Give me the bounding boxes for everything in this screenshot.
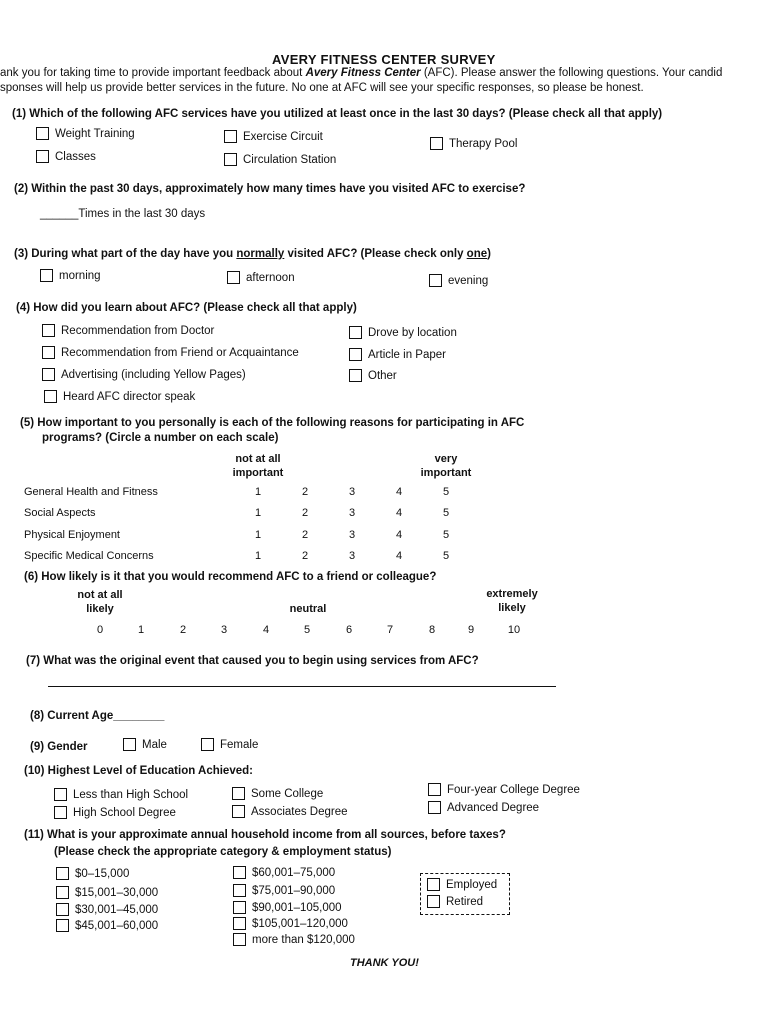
question-11-line-1: (11) What is your approximate annual household income from all sources, before taxes? — [24, 829, 506, 841]
scale-option[interactable]: 4 — [395, 550, 403, 562]
q11-income-option[interactable]: $15,001–30,000 — [56, 886, 158, 899]
checkbox[interactable] — [56, 886, 69, 899]
scale-option[interactable]: 3 — [348, 507, 356, 519]
survey-title: AVERY FITNESS CENTER SURVEY — [272, 52, 496, 67]
q11-income-option[interactable]: $30,001–45,000 — [56, 903, 158, 916]
checkbox[interactable] — [232, 805, 245, 818]
q11-income-option[interactable]: $45,001–60,000 — [56, 919, 158, 932]
q10-option-associates[interactable]: Associates Degree — [232, 805, 348, 818]
q10-option-advanced[interactable]: Advanced Degree — [428, 801, 539, 814]
checkbox[interactable] — [56, 867, 69, 880]
q10-option-four-year[interactable]: Four-year College Degree — [428, 783, 580, 796]
q3-option-morning[interactable]: morning — [40, 269, 101, 282]
q11-option-retired[interactable]: Retired — [427, 895, 483, 908]
scale-option[interactable]: 1 — [137, 624, 145, 636]
question-9: (9) Gender — [30, 741, 88, 753]
question-11-line-2: (Please check the appropriate category & employment status) — [54, 846, 392, 858]
q4-option-friend[interactable]: Recommendation from Friend or Acquaintance — [42, 346, 299, 359]
checkbox[interactable] — [349, 348, 362, 361]
intro-line-2: sponses will help us provide better services in the future. No one at AFC will see your specific responses, so please be honest. — [0, 82, 644, 94]
q4-option-article[interactable]: Article in Paper — [349, 348, 446, 361]
scale-option[interactable]: 3 — [348, 529, 356, 541]
checkbox[interactable] — [54, 806, 67, 819]
scale-option[interactable]: 5 — [442, 529, 450, 541]
q10-option-some-college[interactable]: Some College — [232, 787, 323, 800]
question-8-age-field[interactable]: (8) Current Age________ — [30, 710, 165, 722]
q5-row-label: Physical Enjoyment — [24, 529, 120, 541]
checkbox[interactable] — [428, 801, 441, 814]
q4-option-other[interactable]: Other — [349, 369, 397, 382]
scale-option[interactable]: 2 — [301, 507, 309, 519]
checkbox[interactable] — [36, 150, 49, 163]
q4-option-advertising[interactable]: Advertising (including Yellow Pages) — [42, 368, 246, 381]
q5-row-label: Specific Medical Concerns — [24, 550, 154, 562]
intro-line-1: ank you for taking time to provide important feedback about Avery Fitness Center (AFC). Please answer the following questions. Your candid — [0, 67, 723, 79]
q1-option-therapy-pool[interactable]: Therapy Pool — [430, 137, 517, 150]
checkbox[interactable] — [40, 269, 53, 282]
question-6: (6) How likely is it that you would recommend AFC to a friend or colleague? — [24, 571, 437, 583]
question-2: (2) Within the past 30 days, approximately how many times have you visited AFC to exercise? — [14, 183, 526, 195]
scale-option[interactable]: 10 — [507, 624, 521, 636]
checkbox[interactable] — [54, 788, 67, 801]
scale-option[interactable]: 9 — [467, 624, 475, 636]
q11-option-employed[interactable]: Employed — [427, 878, 497, 891]
q7-answer-line[interactable] — [48, 686, 556, 687]
checkbox[interactable] — [349, 369, 362, 382]
question-4: (4) How did you learn about AFC? (Please check all that apply) — [16, 302, 357, 314]
checkbox[interactable] — [201, 738, 214, 751]
scale-option[interactable]: 5 — [442, 550, 450, 562]
q1-option-exercise-circuit[interactable]: Exercise Circuit — [224, 130, 323, 143]
checkbox[interactable] — [232, 787, 245, 800]
q3-option-evening[interactable]: evening — [429, 274, 488, 287]
scale-option[interactable]: 4 — [262, 624, 270, 636]
scale-option[interactable]: 1 — [254, 486, 262, 498]
checkbox[interactable] — [224, 130, 237, 143]
checkbox[interactable] — [42, 324, 55, 337]
q10-option-less-than-hs[interactable]: Less than High School — [54, 788, 188, 801]
checkbox[interactable] — [36, 127, 49, 140]
q1-option-circulation-station[interactable]: Circulation Station — [224, 153, 336, 166]
question-3: (3) During what part of the day have you normally visited AFC? (Please check only one) — [14, 248, 491, 260]
checkbox[interactable] — [430, 137, 443, 150]
checkbox[interactable] — [233, 884, 246, 897]
q5-high-anchor: very important — [420, 453, 472, 479]
q4-option-doctor[interactable]: Recommendation from Doctor — [42, 324, 214, 337]
scale-option[interactable]: 3 — [348, 550, 356, 562]
scale-option[interactable]: 7 — [386, 624, 394, 636]
thank-you-text: THANK YOU! — [350, 957, 419, 969]
checkbox[interactable] — [427, 895, 440, 908]
scale-option[interactable]: 3 — [220, 624, 228, 636]
scale-option[interactable]: 2 — [301, 550, 309, 562]
checkbox[interactable] — [56, 919, 69, 932]
q5-row-label: General Health and Fitness — [24, 486, 158, 498]
scale-option[interactable]: 0 — [96, 624, 104, 636]
scale-option[interactable]: 2 — [179, 624, 187, 636]
scale-option[interactable]: 4 — [395, 486, 403, 498]
question-1: (1) Which of the following AFC services have you utilized at least once in the last 30 days? (Please check all that apply) — [12, 108, 663, 120]
q6-mid-anchor: neutral — [289, 603, 327, 615]
scale-option[interactable]: 5 — [442, 486, 450, 498]
q2-times-field[interactable]: ______Times in the last 30 days — [40, 208, 206, 220]
scale-option[interactable]: 5 — [303, 624, 311, 636]
q11-income-option[interactable]: $90,001–105,000 — [233, 901, 342, 914]
scale-option[interactable]: 4 — [395, 529, 403, 541]
scale-option[interactable]: 3 — [348, 486, 356, 498]
scale-option[interactable]: 4 — [395, 507, 403, 519]
q10-option-hs-degree[interactable]: High School Degree — [54, 806, 176, 819]
scale-option[interactable]: 1 — [254, 529, 262, 541]
scale-option[interactable]: 2 — [301, 486, 309, 498]
checkbox[interactable] — [233, 933, 246, 946]
checkbox[interactable] — [349, 326, 362, 339]
checkbox[interactable] — [224, 153, 237, 166]
checkbox[interactable] — [44, 390, 57, 403]
q4-option-drove-by[interactable]: Drove by location — [349, 326, 457, 339]
q4-option-director[interactable]: Heard AFC director speak — [44, 390, 195, 403]
q9-option-female[interactable]: Female — [201, 738, 258, 751]
checkbox[interactable] — [233, 866, 246, 879]
checkbox[interactable] — [227, 271, 240, 284]
q1-option-classes[interactable]: Classes — [36, 150, 96, 163]
scale-option[interactable]: 1 — [254, 507, 262, 519]
q11-income-option[interactable]: more than $120,000 — [233, 933, 355, 946]
q6-high-anchor: extremely likely — [486, 588, 538, 614]
scale-option[interactable]: 5 — [442, 507, 450, 519]
checkbox[interactable] — [429, 274, 442, 287]
q11-income-option[interactable]: $0–15,000 — [56, 867, 129, 880]
q5-low-anchor: not at all important — [232, 453, 284, 479]
scale-option[interactable]: 2 — [301, 529, 309, 541]
q1-option-weight-training[interactable]: Weight Training — [36, 127, 135, 140]
checkbox[interactable] — [56, 903, 69, 916]
checkbox[interactable] — [123, 738, 136, 751]
scale-option[interactable]: 1 — [254, 550, 262, 562]
q6-low-anchor: not at all likely — [77, 589, 123, 615]
checkbox[interactable] — [233, 917, 246, 930]
checkbox[interactable] — [233, 901, 246, 914]
checkbox[interactable] — [42, 346, 55, 359]
question-5-line-1: (5) How important to you personally is each of the following reasons for participating in AFC — [20, 417, 525, 429]
q11-income-option[interactable]: $105,001–120,000 — [233, 917, 348, 930]
scale-option[interactable]: 8 — [428, 624, 436, 636]
checkbox[interactable] — [427, 878, 440, 891]
checkbox[interactable] — [428, 783, 441, 796]
question-7: (7) What was the original event that caused you to begin using services from AFC? — [26, 655, 479, 667]
q11-income-option[interactable]: $75,001–90,000 — [233, 884, 335, 897]
checkbox[interactable] — [42, 368, 55, 381]
q11-income-option[interactable]: $60,001–75,000 — [233, 866, 335, 879]
q5-row-label: Social Aspects — [24, 507, 96, 519]
q3-option-afternoon[interactable]: afternoon — [227, 271, 295, 284]
question-5-line-2: programs? (Circle a number on each scale) — [42, 432, 279, 444]
scale-option[interactable]: 6 — [345, 624, 353, 636]
q9-option-male[interactable]: Male — [123, 738, 167, 751]
question-10: (10) Highest Level of Education Achieved: — [24, 765, 253, 777]
